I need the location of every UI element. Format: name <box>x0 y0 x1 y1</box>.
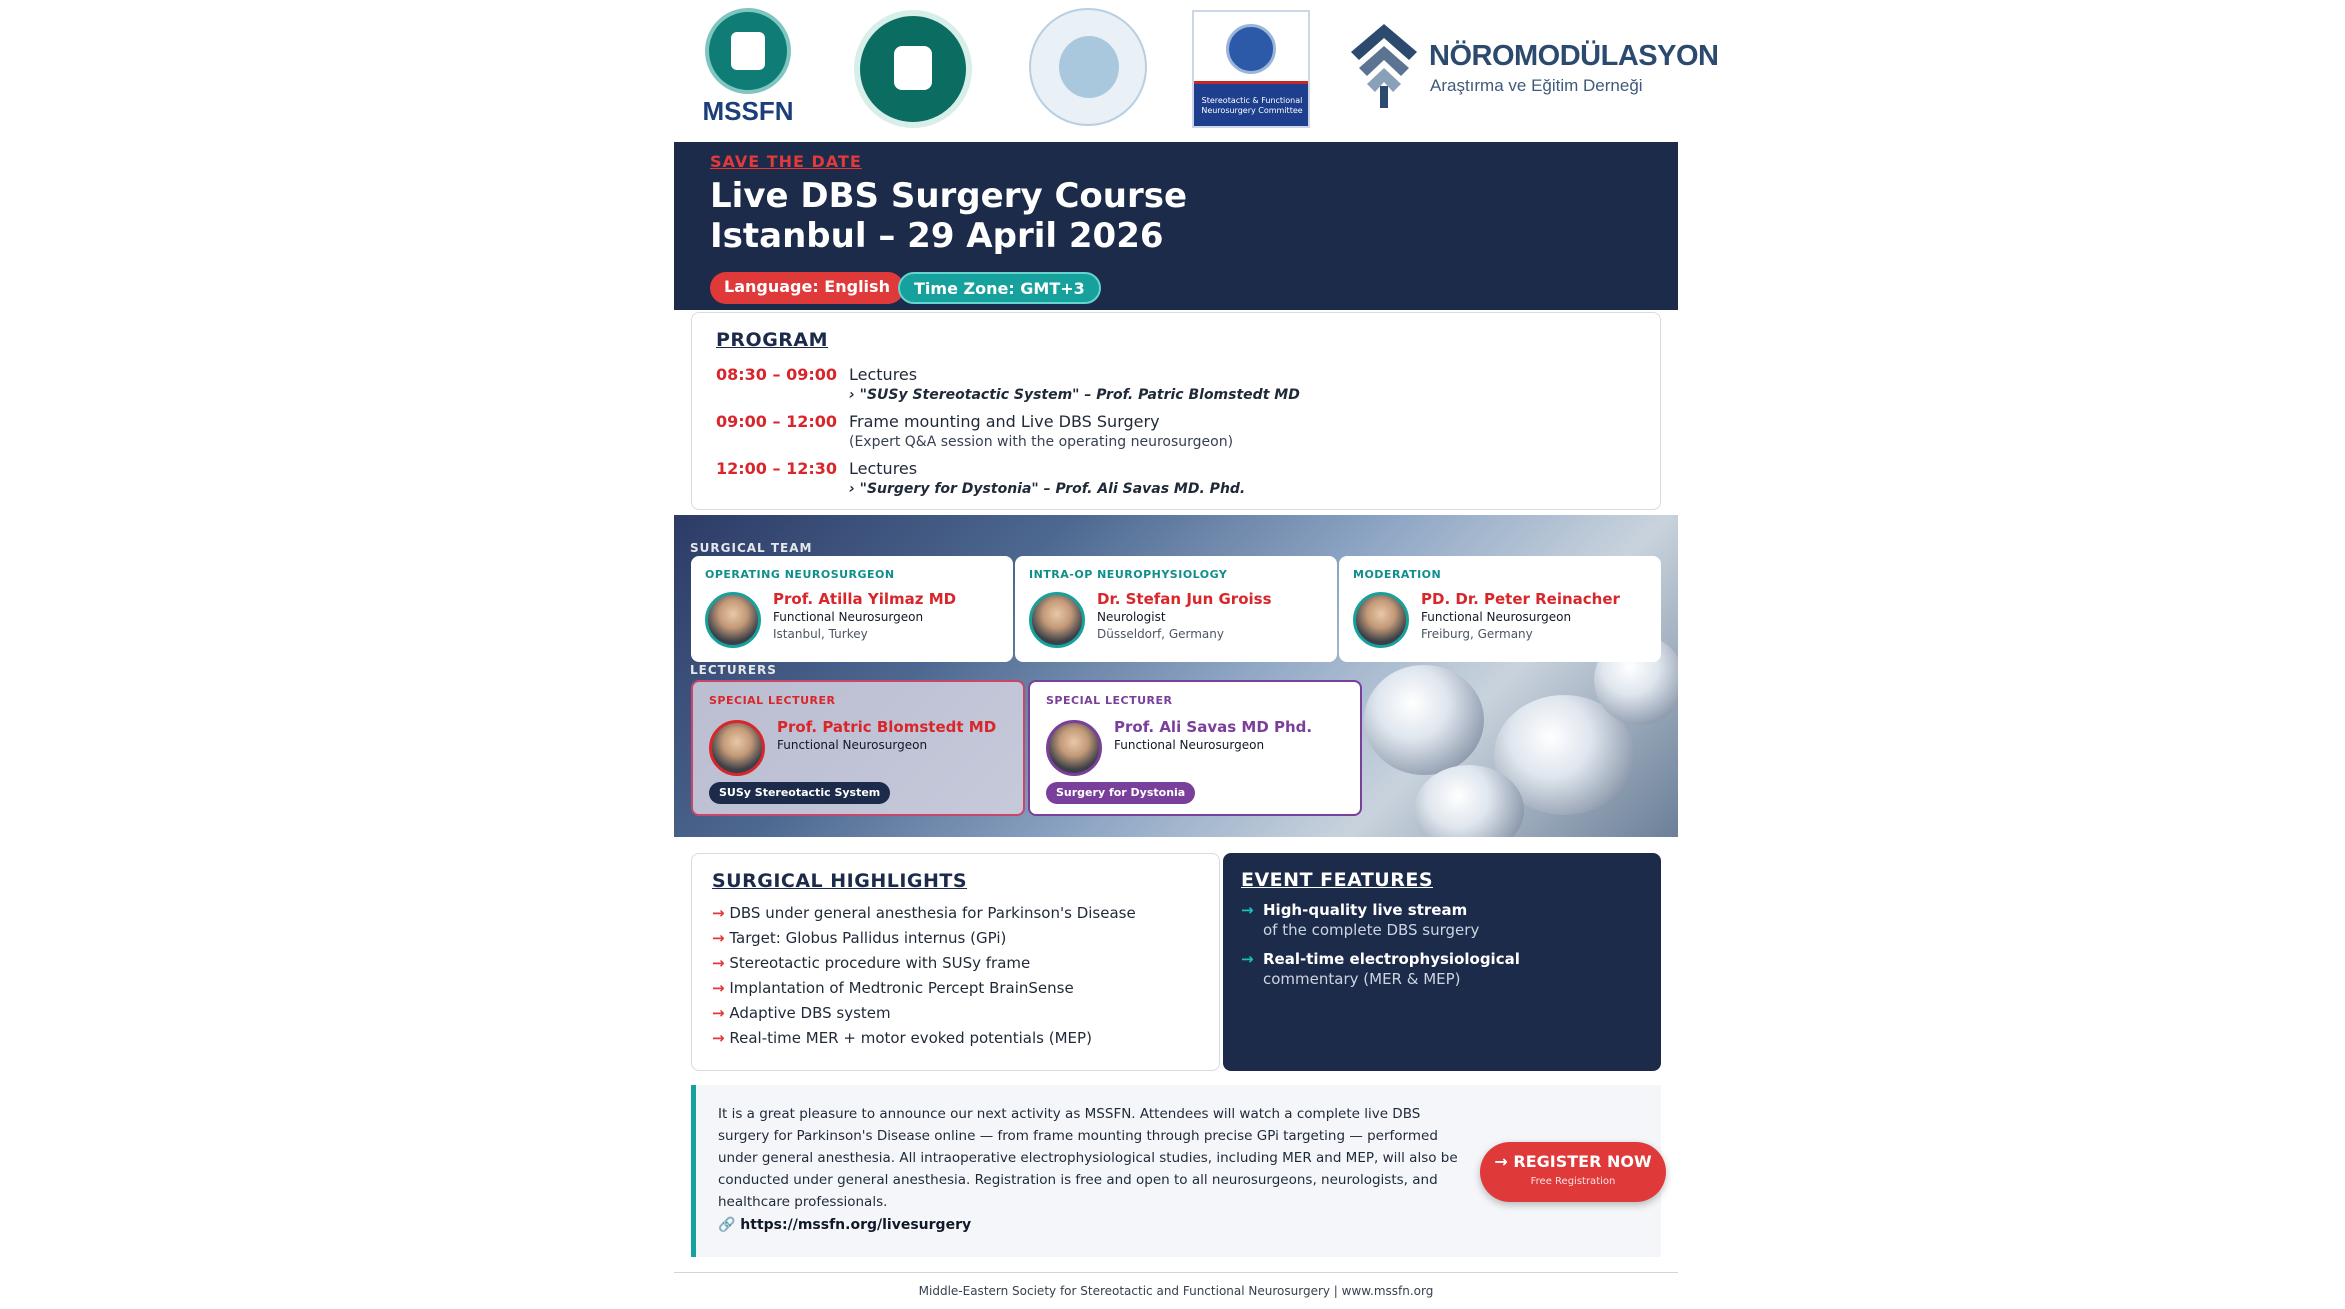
lecture-topic-tag: SUSy Stereotactic System <box>709 782 890 804</box>
member-name: PD. Dr. Peter Reinacher <box>1421 590 1620 608</box>
event-title-line2: Istanbul – 29 April 2026 <box>710 216 1164 256</box>
register-button-sublabel: Free Registration <box>1530 1176 1616 1187</box>
globe-icon <box>1226 24 1276 74</box>
highlights-title: SURGICAL HIGHLIGHTS <box>712 870 968 892</box>
noromodulasyon-subtitle: Araştırma ve Eğitim Derneği <box>1430 76 1643 95</box>
arrow-right-icon: → <box>712 1004 725 1022</box>
arrow-right-icon: → <box>1241 901 1254 919</box>
list-item: → Stereotactic procedure with SUSy frame <box>712 954 1031 972</box>
noromodulasyon-title: NÖROMODÜLASYON <box>1429 40 1719 72</box>
avatar <box>705 592 761 648</box>
list-item: → DBS under general anesthesia for Parkinson's Disease <box>712 904 1136 922</box>
team-member-card <box>691 556 1013 662</box>
event-features-title: EVENT FEATURES <box>1241 869 1434 891</box>
committee-logo <box>1192 10 1310 128</box>
program-item-title: Lectures <box>849 365 918 384</box>
announcement-panel <box>691 1085 1661 1257</box>
program-time: 09:00 – 12:00 <box>716 412 837 431</box>
feature-heading: High-quality live stream <box>1263 901 1468 919</box>
arrow-right-icon: → <box>712 1029 725 1047</box>
event-title-line1: Live DBS Surgery Course <box>710 176 1188 216</box>
lecturer-card <box>1028 680 1362 816</box>
event-header <box>674 142 1678 310</box>
member-specialty: Functional Neurosurgeon <box>1421 610 1572 624</box>
mssfn-logo <box>702 8 794 128</box>
program-time: 12:00 – 12:30 <box>716 459 837 478</box>
feature-detail: commentary (MER & MEP) <box>1263 970 1461 988</box>
register-button-label: → REGISTER NOW <box>1494 1152 1652 1171</box>
noromodulasyon-logo <box>1349 20 1719 120</box>
member-role: OPERATING NEUROSURGEON <box>705 568 895 581</box>
committee-logo-caption: Stereotactic & Functional Neurosurgery Committee <box>1201 96 1303 115</box>
event-flyer <box>674 0 1719 1309</box>
list-item: → Implantation of Medtronic Percept BrainSense <box>712 979 1074 997</box>
avatar <box>1029 592 1085 648</box>
program-item-title: Frame mounting and Live DBS Surgery <box>849 412 1160 431</box>
member-location: Istanbul, Turkey <box>773 627 868 641</box>
surgical-team-band <box>674 515 1678 837</box>
program-item-detail: (Expert Q&A session with the operating neurosurgeon) <box>849 434 1234 450</box>
feature-heading: Real-time electrophysiological <box>1263 950 1520 968</box>
list-item: → Adaptive DBS system <box>712 1004 891 1022</box>
lecturer-name: Prof. Patric Blomstedt MD <box>777 718 997 736</box>
member-specialty: Neurologist <box>1097 610 1166 624</box>
lecturer-name: Prof. Ali Savas MD Phd. <box>1114 718 1313 736</box>
member-role: INTRA-OP NEUROPHYSIOLOGY <box>1029 568 1228 581</box>
avatar <box>709 720 765 776</box>
registration-link[interactable]: 🔗 https://mssfn.org/livesurgery <box>718 1217 972 1233</box>
list-item: → Real-time MER + motor evoked potentials (MEP) <box>712 1029 1092 1047</box>
lecturer-specialty: Functional Neurosurgeon <box>777 738 928 752</box>
chevron-up-icon <box>1351 24 1417 108</box>
member-location: Düsseldorf, Germany <box>1097 627 1224 641</box>
arrow-right-icon: → <box>712 954 725 972</box>
mssfn-logo-text: MSSFN <box>702 96 794 126</box>
avatar <box>1046 720 1102 776</box>
program-item-detail: › "Surgery for Dystonia" – Prof. Ali Savas MD. Phd. <box>849 481 1246 497</box>
program-item-detail: › "SUSy Stereotactic System" – Prof. Patric Blomstedt MD <box>849 387 1300 403</box>
avatar <box>1353 592 1409 648</box>
arrow-right-icon: → <box>712 929 725 947</box>
save-the-date-label: SAVE THE DATE <box>710 152 862 171</box>
lecturer-specialty: Functional Neurosurgeon <box>1114 738 1265 752</box>
background-blob <box>1364 665 1484 775</box>
team-member-card <box>1339 556 1661 662</box>
time-zone-badge: Time Zone: GMT+3 <box>898 272 1101 304</box>
register-now-button[interactable] <box>1480 1142 1666 1202</box>
team-member-card <box>1015 556 1337 662</box>
lecturer-role: SPECIAL LECTURER <box>1046 694 1173 707</box>
member-name: Prof. Atilla Yilmaz MD <box>773 590 957 608</box>
list-item: → Target: Globus Pallidus internus (GPi) <box>712 929 1007 947</box>
member-role: MODERATION <box>1353 568 1442 581</box>
lecturer-card <box>691 680 1025 816</box>
member-specialty: Functional Neurosurgeon <box>773 610 924 624</box>
arrow-right-icon: → <box>712 904 725 922</box>
feature-detail: of the complete DBS surgery <box>1263 921 1480 939</box>
logo-bar <box>674 0 1719 140</box>
event-features-section <box>1223 853 1661 1071</box>
footer-text: Middle-Eastern Society for Stereotactic and Functional Neurosurgery | www.mssfn.org <box>918 1284 1434 1298</box>
language-badge: Language: English <box>710 272 904 304</box>
program-section <box>691 312 1661 510</box>
member-location: Freiburg, Germany <box>1421 627 1533 641</box>
surgical-team-label: SURGICAL TEAM <box>690 541 813 555</box>
program-time: 08:30 – 09:00 <box>716 365 837 384</box>
arrow-right-icon: → <box>712 979 725 997</box>
surgical-highlights-section <box>691 853 1220 1071</box>
announcement-text: It is a great pleasure to announce our next activity as MSSFN. Attendees will watch a complete live DBS surgery for Parkinson's Disease online — from frame mounting through precise GPi targeting — performed under general anesthesia. All intraoperative electrophysiological studies, including MER and MEP, will also be conducted under general anesthesia. Registration is free and open to all neurosurgeons, neurologists, and healthcare professionals. <box>718 1106 1458 1210</box>
member-name: Dr. Stefan Jun Groiss <box>1097 590 1272 608</box>
program-title: PROGRAM <box>716 329 829 351</box>
brain-society-logo <box>1029 8 1147 126</box>
lecturer-role: SPECIAL LECTURER <box>709 694 836 707</box>
lecture-topic-tag: Surgery for Dystonia <box>1046 782 1195 804</box>
arrow-right-icon: → <box>1241 950 1254 968</box>
lecturers-label: LECTURERS <box>690 663 777 677</box>
mssfn-emblem-icon <box>705 8 791 94</box>
society-seal-logo <box>854 10 972 128</box>
divider <box>674 1272 1678 1273</box>
program-item-title: Lectures <box>849 459 918 478</box>
